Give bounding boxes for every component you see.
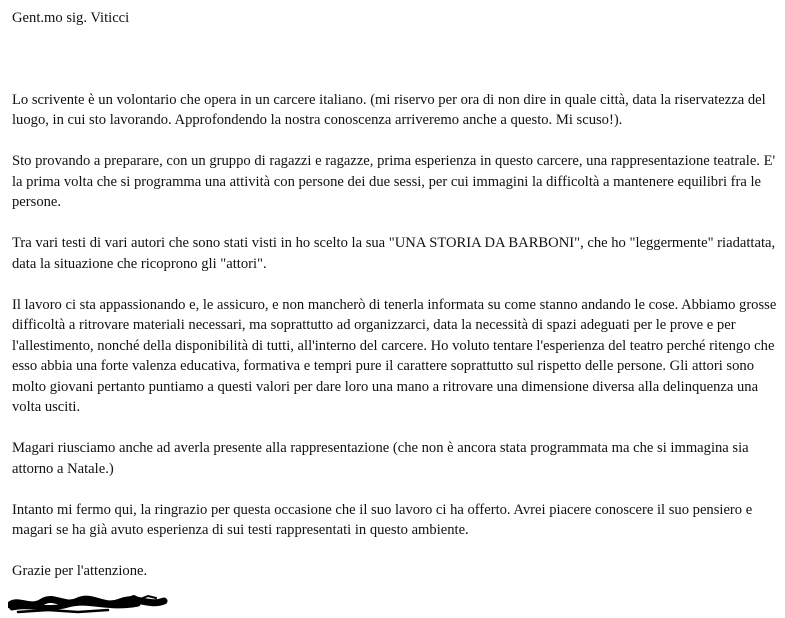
paragraph-closing: Intanto mi fermo qui, la ringrazio per questa occasione che il suo lavoro ci ha offerto. Avrei piacere conoscere il suo pensiero e magari se ha già avuto esperienza di sui testi rappresentati in questo ambiente. — [12, 501, 753, 538]
paragraph-intro: Lo scrivente è un volontario che opera in un carcere italiano. (mi riservo per ora di non dire in quale città, data la riservatezza del luogo, in cui sto lavorando. Approfondendo la nostra conoscenza arriveremo anche a questo. Mi scuso!). — [12, 91, 766, 128]
paragraph-thanks: Grazie per l'attenzione. — [12, 563, 148, 579]
salutation: Gent.mo sig. Viticci — [12, 10, 130, 26]
paragraph-play-preparation: Sto provando a preparare, con un gruppo di ragazzi e ragazze, prima esperienza in questo carcere, una rappresentazione teatrale. E' la prima volta che si programma una attività con persone dei due sessi, per cui immagini la difficoltà a mantenere equilibri fra le persone. — [12, 153, 776, 210]
paragraph-invitation: Magari riusciamo anche ad averla presente alla rappresentazione (che non è ancora stata programmata ma che si immagina sia attorno a Natale.) — [12, 440, 749, 477]
paragraph-work-progress: Il lavoro ci sta appassionando e, le assicuro, e non mancherò di tenerla informata su come stanno andando le cose. Abbiamo grosse difficoltà a ritrovare materiali necessari, ma soprattutto ad organizzarci, data la necessità di spazi adeguati per le prove e per l'allestimento, nonché della disponibilità di tutti, all'interno del carcere. Ho voluto tentare l'esperienza del teatro perché ritengo che esso abbia una forte valenza educativa, formativa e tempri pure il carattere soprattutto sul rispetto delle persone. Gli attori sono molto giovani pertanto puntiamo a questi valori per dare loro una mano a ritrovare una dimensione diversa alla delinquenza una volta usciti. — [12, 296, 777, 415]
paragraph-script-choice: Tra vari testi di vari autori che sono stati visti in ho scelto la sua "UNA STORIA DA BARBONI", che ho "leggermente" riadattata, data la situazione che ricoprono gli "attori". — [12, 235, 776, 272]
redacted-signature — [8, 592, 168, 614]
letter-body — [12, 8, 777, 602]
